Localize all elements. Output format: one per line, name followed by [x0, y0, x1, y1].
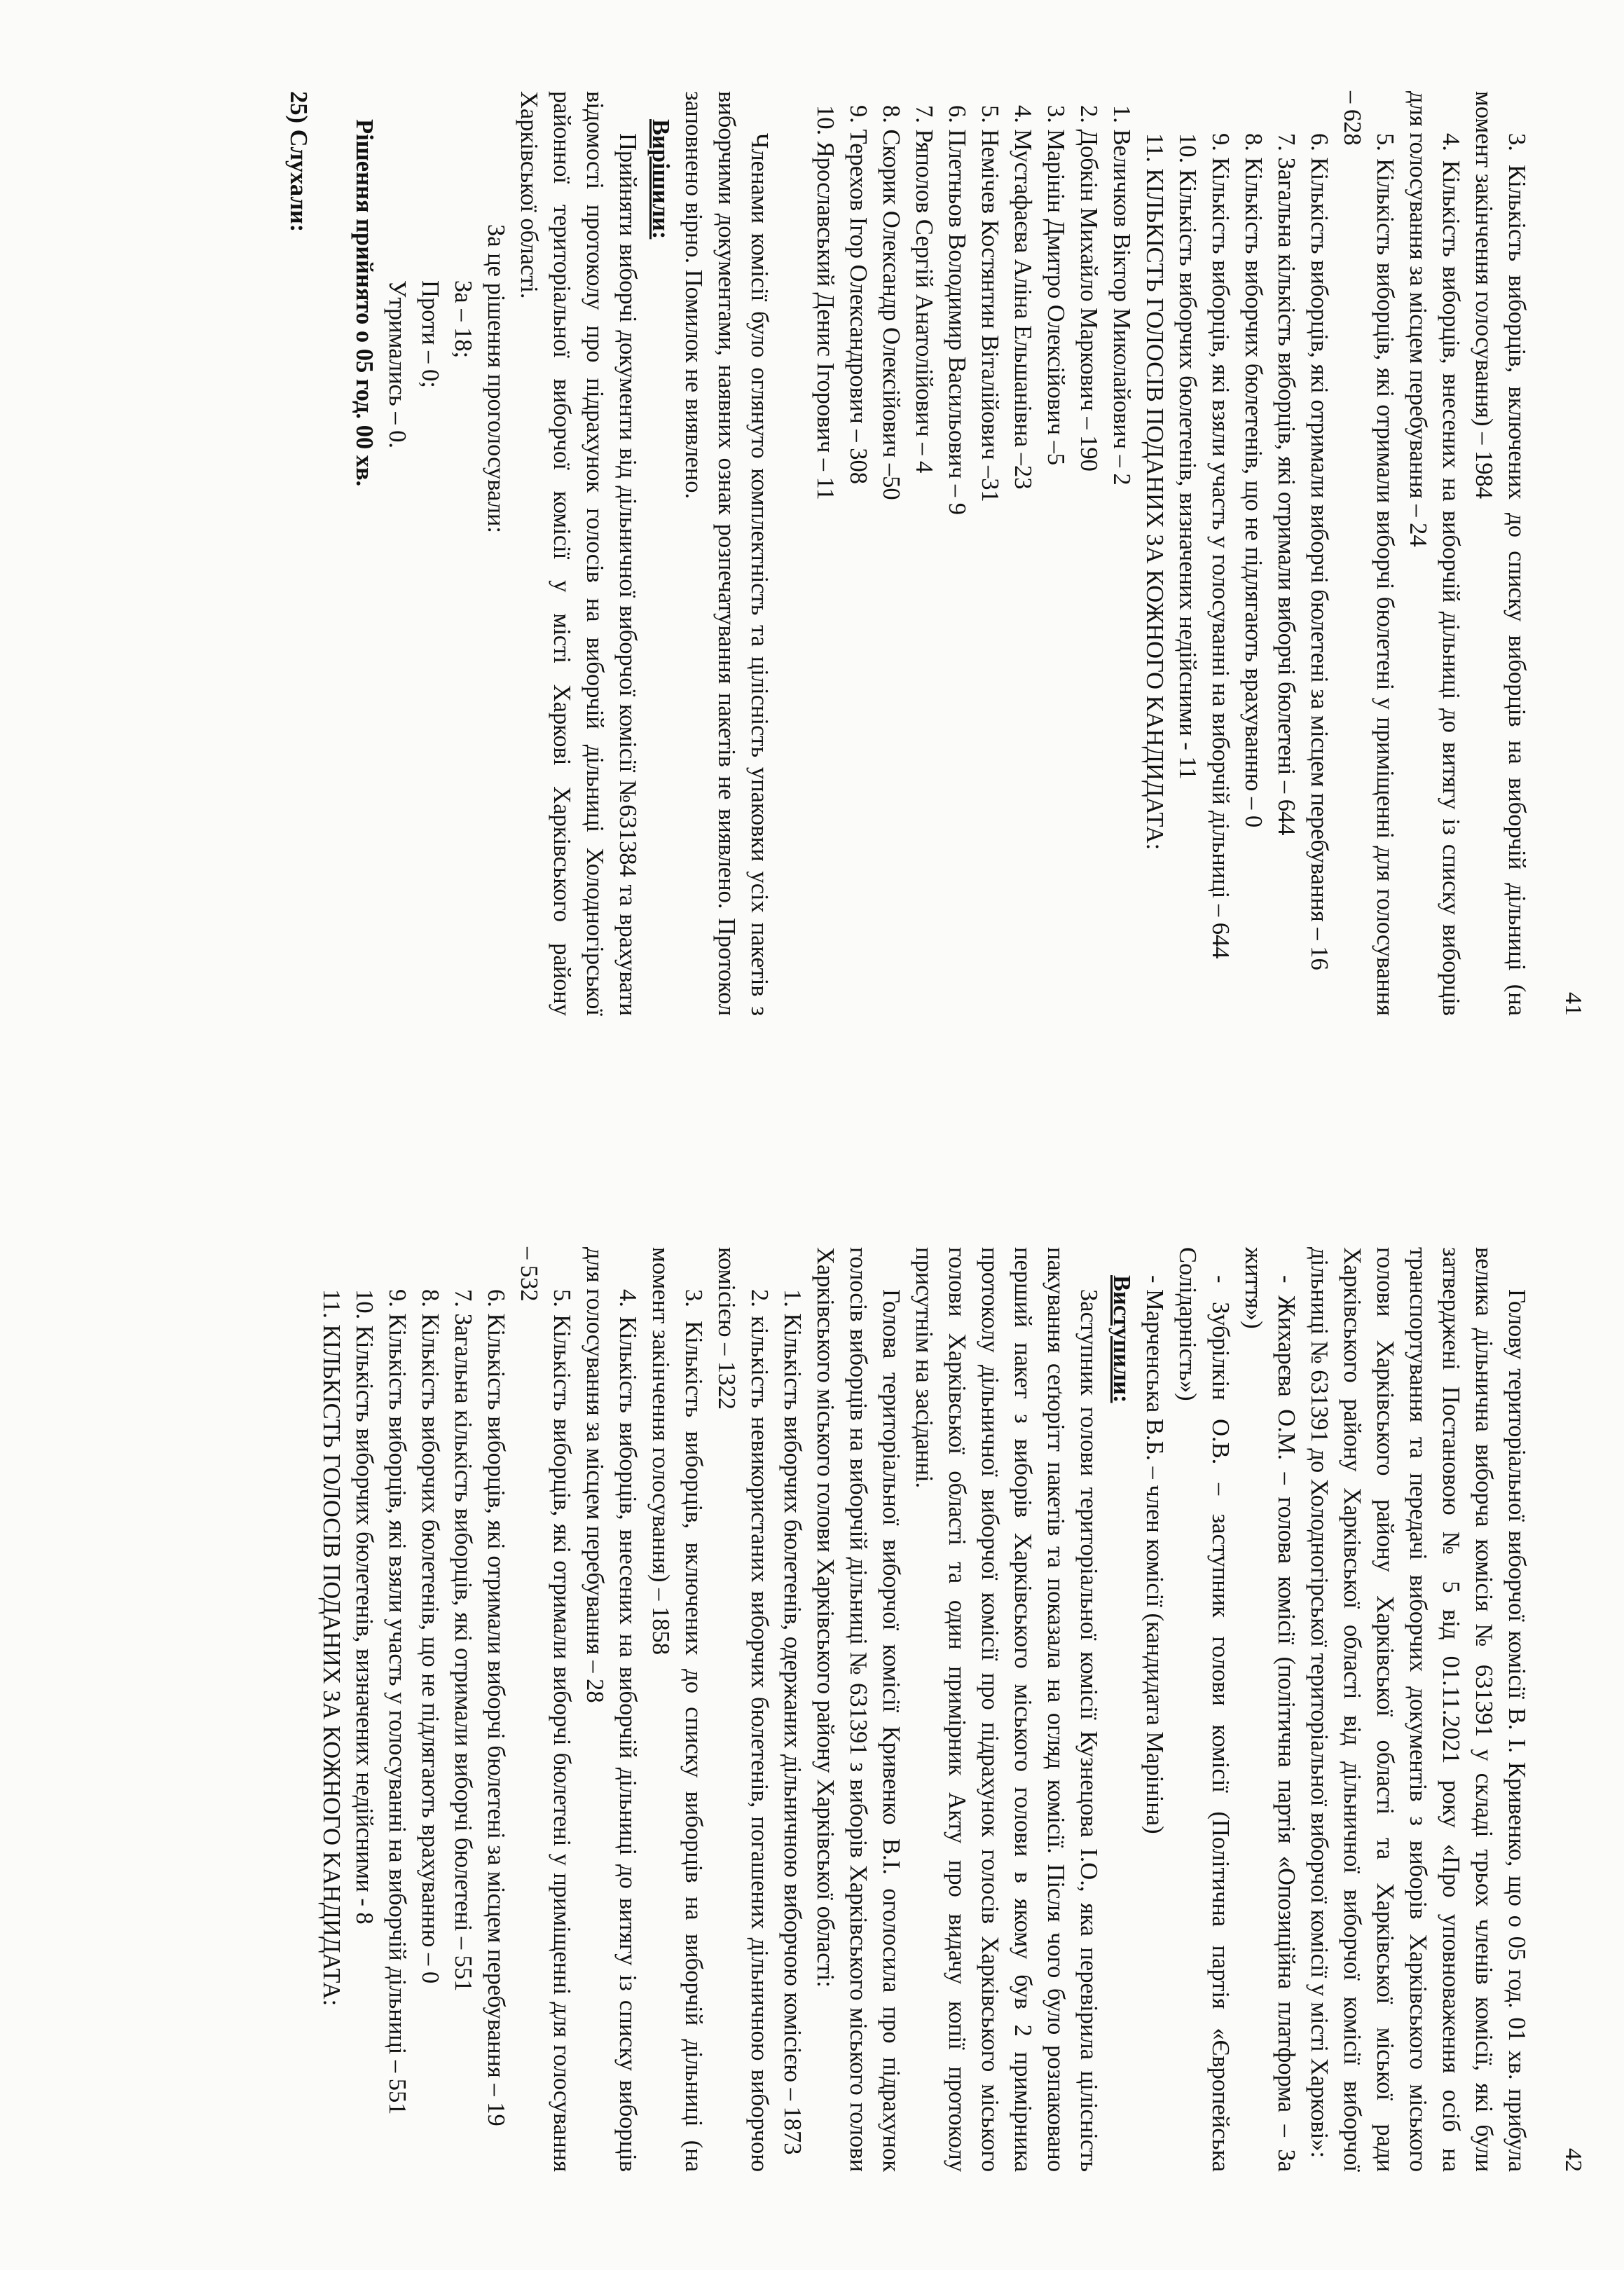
page-number: 41 — [1560, 992, 1586, 1016]
candidate-result: 2. Добкін Михайло Маркович – 190 — [1075, 105, 1102, 472]
protocol-line: 3. Кількість виборців, включених до списку виборців на виборчій дільниці (на момент закінчення голосування) – 1984 — [1471, 91, 1530, 1016]
commission-member: - Зубрілкін О.В. – заступник голови комісії (Політична партія «Європейська Солідарність») — [1174, 1247, 1234, 2172]
protocol-line: 9. Кількість виборців, які взяли участь у голосуванні на виборчій дільниці – 551 — [384, 1289, 411, 2115]
resolved-label: Вирішили: — [647, 119, 674, 240]
protocol-line: 10. Кількість виборчих бюлетенів, визначених недійсними - 11 — [1174, 133, 1201, 780]
protocol-line: 8. Кількість виборчих бюлетенів, що не підлягають врахуванню – 0 — [1240, 133, 1267, 828]
resolved-paragraph: Прийняти виборчі документи від дільничної виборчої комісії №631384 та врахувати відомості протоколу про підрахунок голосів на виборчій дільниці Холодногірської районної територіальної виборчої комісії у місті Харкові Харківського району Харківської області. — [516, 91, 641, 1016]
protocol-line: 5. Кількість виборців, які отримали виборчі бюлетені у приміщенні для голосування – 532 — [516, 1247, 575, 2172]
candidate-result: 7. Ряполов Сергій Анатолійович – 4 — [911, 105, 937, 474]
candidates-heading: 11. КІЛЬКІСТЬ ГОЛОСІВ ПОДАНИХ ЗА КОЖНОГО КАНДИДАТА: — [318, 1289, 345, 2007]
protocol-line: 8. Кількість виборчих бюлетенів, що не підлягають врахуванню – 0 — [417, 1289, 443, 1984]
spoke-label: Виступили: — [1108, 1275, 1135, 1403]
page-42 — [69, 1247, 1586, 2172]
protocol-line: 3. Кількість виборців, включених до списку виборців на виборчій дільниці (на момент закінчення голосування) – 1858 — [647, 1247, 707, 2172]
candidate-result: 3. Марінін Дмитро Олексійович –5 — [1042, 105, 1069, 466]
candidate-result: 6. Плетньов Володимир Васильович – 9 — [944, 105, 970, 516]
protocol-line: 2. кількість невикористаних виборчих бюлетенів, погашених дільничною виборчою комісією – 1322 — [713, 1247, 773, 2172]
page-number: 42 — [1560, 2148, 1586, 2172]
candidate-result: 4. Мустафаєва Аліна Ельшанівна –23 — [1010, 105, 1036, 490]
protocol-line: 5. Кількість виборців, які отримали виборчі бюлетені у приміщенні для голосування – 628 — [1339, 91, 1398, 1016]
protocol-line: 4. Кількість виборців, внесених на виборчій дільниці до витягу із списку виборців для голосування за місцем перебування – 28 — [582, 1247, 641, 2172]
page-41 — [69, 91, 1586, 1016]
inspection-paragraph: Членами комісії було оглянуто комплектність та цілісність упаковки усіх пакетів з виборчими документами, наявних ознак розпечатування пакетів не виявлено. Протокол заповнено вірно. Помилок не виявлено. — [680, 91, 773, 1016]
candidate-result: 8. Скорик Олександр Олексійович –50 — [878, 105, 904, 500]
candidate-result: 9. Терехов Ігор Олександрович – 308 — [845, 105, 872, 484]
protocol-line: 9. Кількість виборців, які взяли участь у голосуванні на виборчій дільниці – 644 — [1207, 133, 1234, 959]
protocol-line: 7. Загальна кількість виборців, які отримали виборчі бюлетені – 551 — [450, 1289, 476, 1992]
spoke-paragraph: Голова територіальної виборчої комісії Кривенко В.І. оголосила про підрахунок голосів виборців на виборчій дільниці № 631391 з виборів Харківського міського голови Харківського міського голови Харківського району Харківської області: — [812, 1247, 904, 2172]
page-body — [282, 91, 1533, 1016]
page-body — [315, 1247, 1533, 2172]
protocol-line: 10. Кількість виборчих бюлетенів, визначених недійсними - 8 — [351, 1289, 378, 1925]
decision-time: Рішення прийнято о 05 год. 00 хв. — [351, 119, 378, 487]
vote-for: За – 18; — [450, 280, 476, 359]
next-agenda-item: 25) Слухали: — [285, 91, 312, 233]
candidate-result: 10. Ярославський Денис Ігорович – 11 — [812, 105, 839, 500]
protocol-line: 6. Кількість виборців, які отримали виборчі бюлетені за місцем перебування – 19 — [483, 1289, 509, 2126]
candidate-result: 5. Немічев Костянтин Віталійович –31 — [977, 105, 1003, 502]
spoke-paragraph: Заступник голови територіальної комісії Кузнецова І.О., яка перевірила цілісність пакування сеґюрітт пакетів та показала на огляд комісії. Після чого було розпаковано перший пакет з виборів Харківського міського голови в якому був 2 примірника протоколу дільничної виборчої комісії про підрахунок голосів Харківського міського голови Харківської області та один примірник Акту про видачу копії протоколу присутнім на засіданні. — [911, 1247, 1102, 2172]
vote-against: Проти – 0; — [417, 280, 443, 388]
protocol-line: 4. Кількість виборців, внесених на виборчій дільниці до витягу із списку виборців для голосування за місцем перебування – 24 — [1405, 91, 1464, 1016]
intro-paragraph: Голову територіальної виборчої комісії В. І. Кривенко, що о 05 год. 01 хв. прибула велика дільнична виборча комісія № 631391 у складі трьох членів комісії, які були затверджені Постановою № 5 від 01.11.2021 року «Про уповноваження осіб на транспортування та передачі виборчих документів з виборів Харківського міського голови Харківського району Харківської області та Харківської міської ради Харківського району Харківської області від дільничної виборчої комісії виборчої дільниці № 631391 до Холодногірської територіальної виборчої комісії у місті Харкові»: — [1306, 1247, 1530, 2172]
candidates-heading: 11. КІЛЬКІСТЬ ГОЛОСІВ ПОДАНИХ ЗА КОЖНОГО КАНДИДАТА: — [1141, 133, 1168, 851]
commission-member: - Марченська В.Б. – член комісії (кандидата Марініна) — [1141, 1275, 1168, 1834]
protocol-line: 6. Кількість виборців, які отримали виборчі бюлетені за місцем перебування – 16 — [1306, 133, 1333, 970]
vote-intro: За це рішення проголосували: — [483, 224, 509, 533]
commission-member: - Жихарєва О.М. – голова комісії (політична партія «Опозиційна платформа – За життя») — [1240, 1247, 1300, 2172]
candidate-result: 1. Величков Віктор Миколайович – 2 — [1108, 105, 1135, 486]
vote-abstain: Утримались – 0. — [384, 280, 411, 448]
protocol-line: 1. Кількість виборчих бюлетенів, одержаних дільничною виборчою комісією – 1873 — [779, 1289, 806, 2155]
protocol-line: 7. Загальна кількість виборців, які отримали виборчі бюлетені – 644 — [1273, 133, 1300, 836]
